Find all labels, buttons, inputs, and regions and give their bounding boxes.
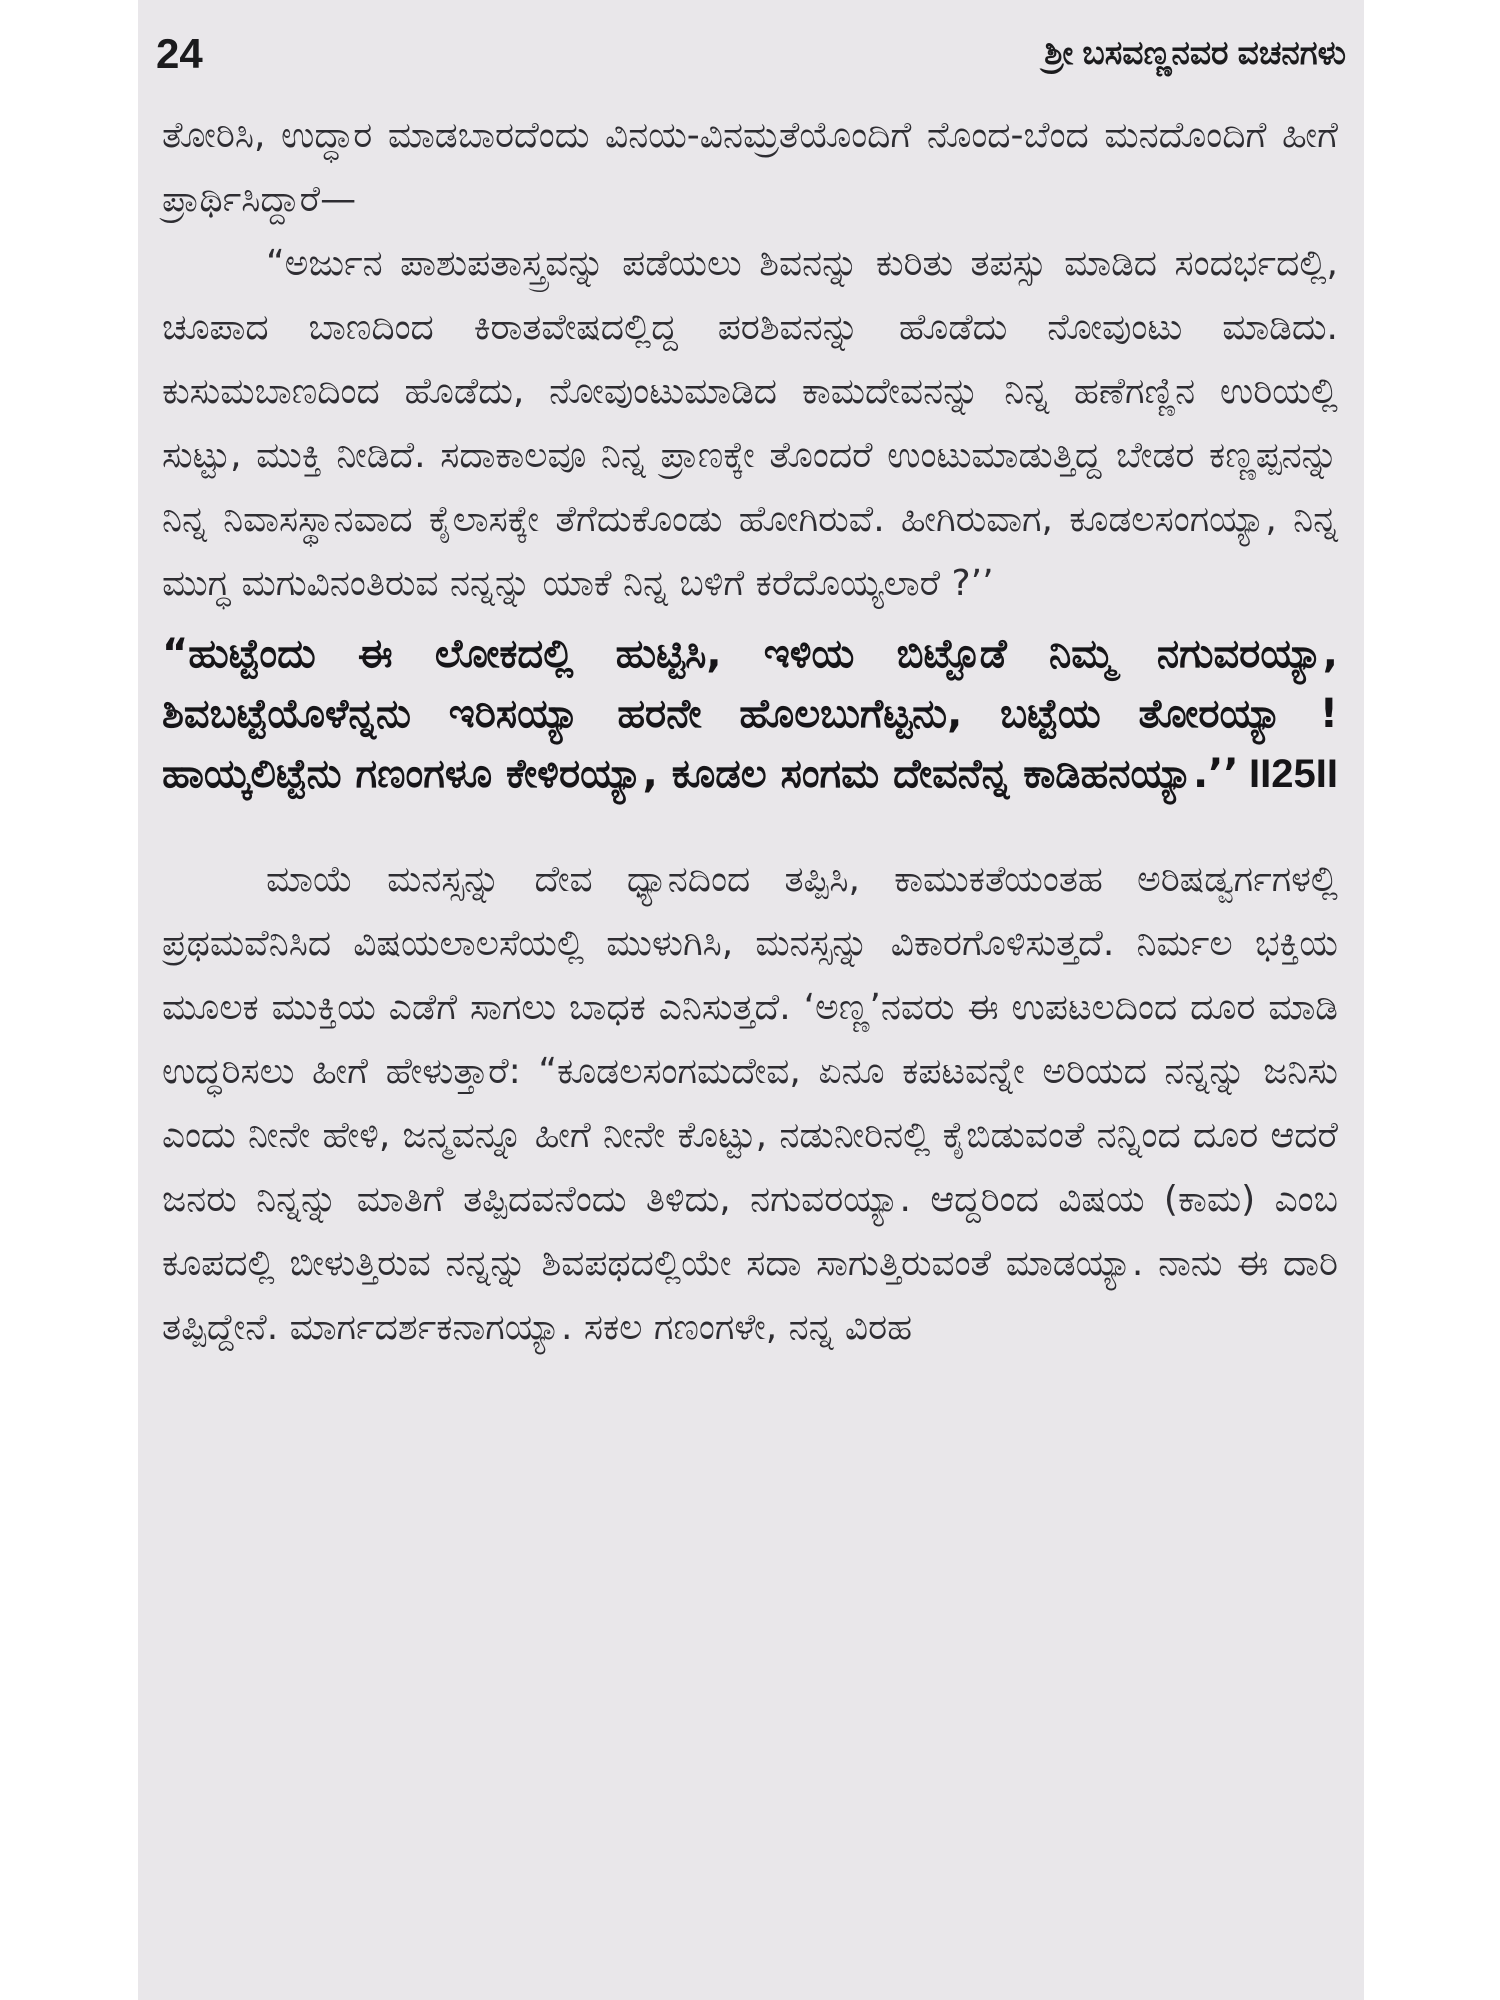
vachana-text: “ಹುಟ್ಟೆಂದು ಈ ಲೋಕದಲ್ಲಿ ಹುಟ್ಟಿಸಿ, ಇಳಿಯ ಬಿಟ್ಟೊಡೆ ನಿಮ್ಮ ನಗುವರಯ್ಯಾ, ಶಿವಬಟ್ಟೆಯೊಳೆನ್ನನು ಇರಿಸಯ್ಯಾ ಹರನೇ ಹೊಲಬುಗೆಟ್ಟನು, ಬಟ್ಟೆಯ ತೋರಯ್ಯಾ ! ಹಾಯ್ಕಲಿಟ್ಟೆನು ಗಣಂಗಳೂ ಕೇಳಿರಯ್ಯಾ, ಕೂಡಲ ಸಂಗಮ ದೇವನೆನ್ನ ಕಾಡಿಹನಯ್ಯಾ.’’ — [162, 631, 1338, 797]
page-body — [162, 104, 1338, 1360]
running-title: ಶ್ರೀ ಬಸವಣ್ಣನವರ ವಚನಗಳು — [1044, 34, 1346, 71]
vachana-block — [162, 624, 1338, 804]
book-page — [138, 0, 1364, 2000]
intro-paragraph: ತೋರಿಸಿ, ಉದ್ಧಾರ ಮಾಡಬಾರದೆಂದು ವಿನಯ-ವಿನಮ್ರತೆಯೊಂದಿಗೆ ನೊಂದ-ಬೆಂದ ಮನದೊಂದಿಗೆ ಹೀಗೆ ಪ್ರಾರ್ಥಿಸಿದ್ದಾರೆ— — [162, 115, 1338, 220]
page-header — [156, 30, 1346, 90]
prayer-paragraph: “ಅರ್ಜುನ ಪಾಶುಪತಾಸ್ತ್ರವನ್ನು ಪಡೆಯಲು ಶಿವನನ್ನು ಕುರಿತು ತಪಸ್ಸು ಮಾಡಿದ ಸಂದರ್ಭದಲ್ಲಿ, ಚೂಪಾದ ಬಾಣದಿಂದ ಕಿರಾತವೇಷದಲ್ಲಿದ್ದ ಪರಶಿವನನ್ನು ಹೊಡೆದು ನೋವುಂಟು ಮಾಡಿದು. ಕುಸುಮಬಾಣದಿಂದ ಹೊಡೆದು, ನೋವುಂಟುಮಾಡಿದ ಕಾಮದೇವನನ್ನು ನಿನ್ನ ಹಣೆಗಣ್ಣಿನ ಉರಿಯಲ್ಲಿ ಸುಟ್ಟು, ಮುಕ್ತಿ ನೀಡಿದೆ. ಸದಾಕಾಲವೂ ನಿನ್ನ ಪ್ರಾಣಕ್ಕೇ ತೊಂದರೆ ಉಂಟುಮಾಡುತ್ತಿದ್ದ ಬೇಡರ ಕಣ್ಣಪ್ಪನನ್ನು ನಿನ್ನ ನಿವಾಸಸ್ಥಾನವಾದ ಕೈಲಾಸಕ್ಕೇ ತೆಗೆದುಕೊಂಡು ಹೋಗಿರುವೆ. ಹೀಗಿರುವಾಗ, ಕೂಡಲಸಂಗಯ್ಯಾ, ನಿನ್ನ ಮುಗ್ಧ ಮಗುವಿನಂತಿರುವ ನನ್ನನ್ನು ಯಾಕೆ ನಿನ್ನ ಬಳಿಗೆ ಕರೆದೊಯ್ಯಲಾರೆ ?’’ — [162, 243, 1338, 604]
page-number: 24 — [156, 30, 203, 77]
vachana-number: II25II — [1249, 752, 1338, 796]
commentary-paragraph: ಮಾಯೆ ಮನಸ್ಸನ್ನು ದೇವ ಧ್ಯಾನದಿಂದ ತಪ್ಪಿಸಿ, ಕಾಮುಕತೆಯಂತಹ ಅರಿಷಡ್ವರ್ಗಗಳಲ್ಲಿ ಪ್ರಥಮವೆನಿಸಿದ ವಿಷಯಲಾಲಸೆಯಲ್ಲಿ ಮುಳುಗಿಸಿ, ಮನಸ್ಸನ್ನು ವಿಕಾರಗೊಳಿಸುತ್ತದೆ. ನಿರ್ಮಲ ಭಕ್ತಿಯ ಮೂಲಕ ಮುಕ್ತಿಯ ಎಡೆಗೆ ಸಾಗಲು ಬಾಧಕ ಎನಿಸುತ್ತದೆ. ‘ಅಣ್ಣ’ನವರು ಈ ಉಪಟಲದಿಂದ ದೂರ ಮಾಡಿ ಉದ್ಧರಿಸಲು ಹೀಗೆ ಹೇಳುತ್ತಾರೆ: “ಕೂಡಲಸಂಗಮದೇವ, ಏನೂ ಕಪಟವನ್ನೇ ಅರಿಯದ ನನ್ನನ್ನು ಜನಿಸು ಎಂದು ನೀನೇ ಹೇಳಿ, ಜನ್ಮವನ್ನೂ ಹೀಗೆ ನೀನೇ ಕೊಟ್ಟು, ನಡುನೀರಿನಲ್ಲಿ ಕೈಬಿಡುವಂತೆ ನನ್ನಿಂದ ದೂರ ಆದರೆ ಜನರು ನಿನ್ನನ್ನು ಮಾತಿಗೆ ತಪ್ಪಿದವನೆಂದು ತಿಳಿದು, ನಗುವರಯ್ಯಾ. ಆದ್ದರಿಂದ ವಿಷಯ (ಕಾಮ) ಎಂಬ ಕೂಪದಲ್ಲಿ ಬೀಳುತ್ತಿರುವ ನನ್ನನ್ನು ಶಿವಪಥದಲ್ಲಿಯೇ ಸದಾ ಸಾಗುತ್ತಿರುವಂತೆ ಮಾಡಯ್ಯಾ. ನಾನು ಈ ದಾರಿ ತಪ್ಪಿದ್ದೇನೆ. ಮಾರ್ಗದರ್ಶಕನಾಗಯ್ಯಾ. ಸಕಲ ಗಣಂಗಳೇ, ನನ್ನ ವಿರಹ — [162, 859, 1338, 1348]
